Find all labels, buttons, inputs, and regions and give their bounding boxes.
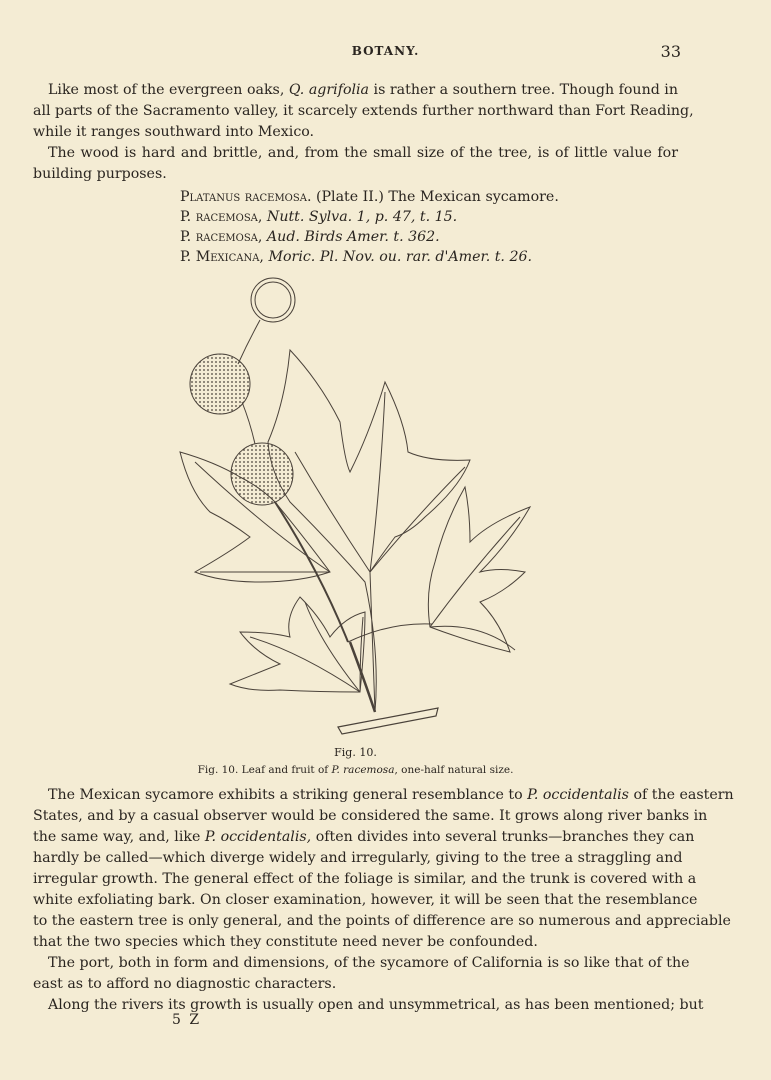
text-line <box>33 785 734 806</box>
text-run: Like most of the evergreen oaks, <box>48 82 289 98</box>
synonymy-line <box>180 187 640 207</box>
text-run: the same way, and, like <box>33 829 205 845</box>
figure-label: Fig. 10. <box>334 746 377 759</box>
running-title: BOTANY. <box>351 44 420 58</box>
reference: Nutt. Sylva. 1, p. 47, t. 15. <box>262 209 458 225</box>
species-name: P. occidentalis, <box>204 829 312 845</box>
text-line: east as to afford no diagnostic characters. <box>33 976 337 992</box>
sycamore-leaf-and-fruit-illustration-icon <box>170 272 540 742</box>
paragraph-agrifolia <box>33 80 694 143</box>
figure-caption <box>0 764 711 776</box>
text-line: States, and by a casual observer would be considered the same. It grows along river banks in <box>33 808 708 824</box>
figure-illustration <box>170 272 540 742</box>
fruit-ring-icon <box>251 278 295 322</box>
text-line: all parts of the Sacramento valley, it scarcely extends further northward than Fort Reading, <box>33 103 694 119</box>
text-line: white exfoliating bark. On closer examination, however, it will be seen that the resemblance <box>33 892 698 908</box>
leaf-right-icon <box>428 487 530 652</box>
text-line: The port, both in form and dimensions, of the sycamore of California is so like that of the <box>48 955 690 971</box>
text-run: is rather a southern tree. Though found in <box>369 82 678 98</box>
text-run: Fig. 10. Leaf and fruit of <box>197 764 332 776</box>
synonymy-line <box>180 207 640 227</box>
species-name: Q. agrifolia <box>288 82 370 98</box>
text-run: of the eastern <box>628 787 734 803</box>
taxon-name: P. Mexicana, <box>180 249 264 265</box>
text-line <box>33 80 678 101</box>
taxon-name: Platanus racemosa. <box>180 189 312 205</box>
text-line: The wood is hard and brittle, and, from the small size of the tree, is of little value for <box>48 145 678 161</box>
text-run: The Mexican sycamore exhibits a striking general resemblance to <box>48 787 528 803</box>
taxon-name: P. racemosa, <box>180 209 263 225</box>
paragraph-wood <box>33 143 678 185</box>
species-name: P. racemosa <box>331 764 395 776</box>
text-line: Along the rivers its growth is usually open and unsymmetrical, as has been mentioned; but <box>48 997 704 1013</box>
reference: Aud. Birds Amer. t. 362. <box>262 229 440 245</box>
text-line: building purposes. <box>33 166 167 182</box>
synonymy-line <box>180 227 640 247</box>
synonymy-block <box>180 187 640 267</box>
paragraph-port <box>33 953 690 995</box>
paragraph-mexican-sycamore <box>33 785 734 953</box>
text-line: that the two species which they constitute need never be confounded. <box>33 934 538 950</box>
running-head <box>0 44 771 64</box>
species-name: P. occidentalis <box>527 787 629 803</box>
text-line: irregular growth. The general effect of the foliage is similar, and the trunk is covered with a <box>33 871 697 887</box>
leaf-lower-icon <box>230 597 365 692</box>
signature-mark: 5 Z <box>172 1012 202 1028</box>
text-line: to the eastern tree is only general, and the points of difference are so numerous and appreciable <box>33 913 731 929</box>
taxon-name: P. racemosa, <box>180 229 263 245</box>
paragraph-rivers <box>33 995 704 1016</box>
text-line: hardly be called—which diverge widely and irregularly, giving to the tree a straggling and <box>33 850 683 866</box>
page-number: 33 <box>660 42 681 61</box>
text-run: often divides into several trunks—branches they can <box>311 829 695 845</box>
fruit-ball-upper-icon <box>190 354 250 414</box>
text-line: while it ranges southward into Mexico. <box>33 124 315 140</box>
text-line <box>33 827 695 848</box>
text-run: (Plate II.) The Mexican sycamore. <box>311 189 559 205</box>
synonymy-line <box>180 247 640 267</box>
fruit-ball-lower-icon <box>231 443 293 505</box>
text-run: , one-half natural size. <box>394 764 514 776</box>
reference: Moric. Pl. Nov. ou. rar. d'Amer. t. 26. <box>263 249 533 265</box>
